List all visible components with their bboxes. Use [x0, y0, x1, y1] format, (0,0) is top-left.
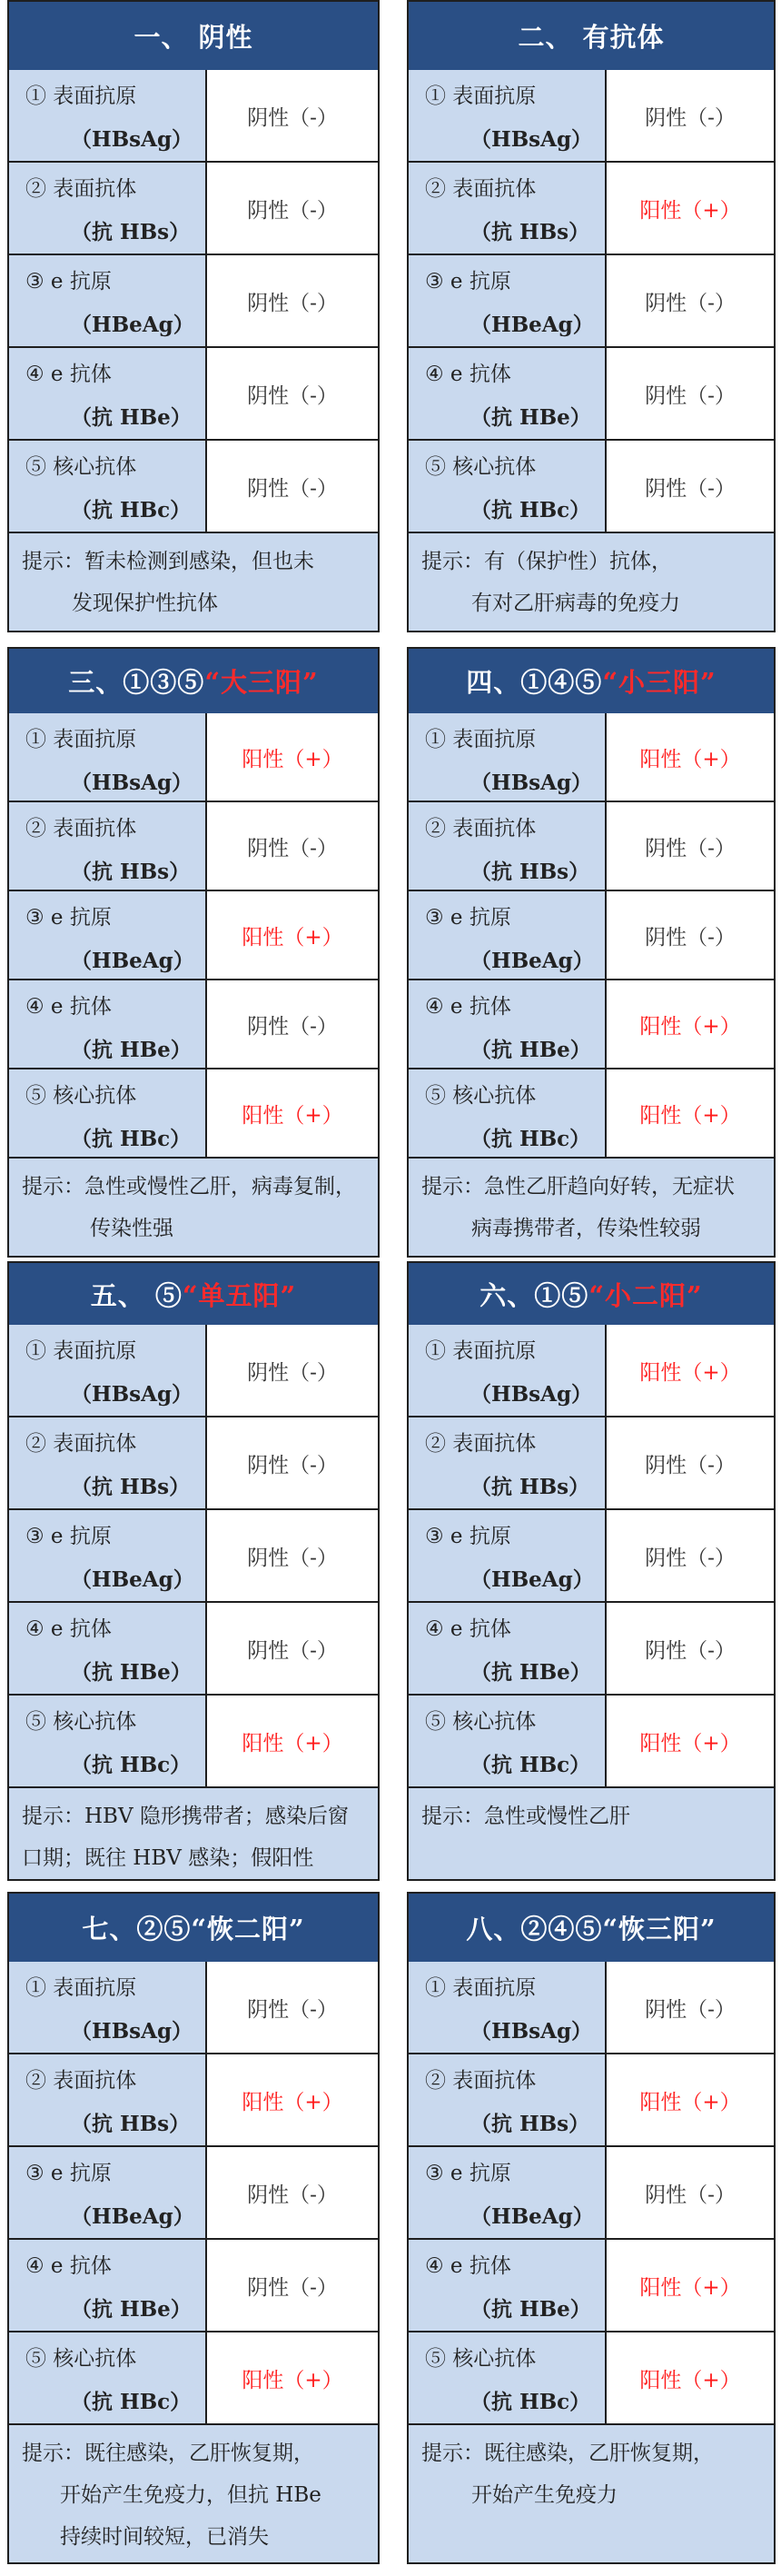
marker-row	[409, 1510, 774, 1603]
panel-tip	[409, 1788, 774, 1879]
tip-line: 发现保护性抗体	[72, 592, 218, 615]
marker-code: （HBeAg）	[71, 2204, 194, 2229]
result-value: 阳性（+）	[207, 1696, 378, 1788]
marker-row	[9, 1417, 378, 1510]
marker-label	[409, 1417, 607, 1510]
tip-line: 提示：既往感染，乙肝恢复期，	[22, 2442, 314, 2465]
panel-tip	[409, 533, 774, 631]
marker-code: （抗 HBc）	[470, 1753, 591, 1777]
marker-row	[9, 255, 378, 348]
marker-name: ② 表面抗体	[25, 817, 137, 840]
panel-5	[7, 1261, 380, 1881]
marker-label	[9, 1962, 207, 2054]
marker-label	[9, 713, 207, 802]
marker-row	[9, 980, 378, 1069]
marker-name: ① 表面抗原	[425, 1339, 537, 1363]
panel-title: 六、①⑤	[479, 1279, 589, 1311]
marker-name: ① 表面抗原	[425, 85, 537, 108]
marker-row	[409, 70, 774, 163]
marker-row	[409, 163, 774, 255]
marker-name: ⑤ 核心抗体	[25, 455, 137, 479]
marker-name: ⑤ 核心抗体	[25, 1710, 137, 1734]
result-value: 阴性（-）	[207, 802, 378, 891]
marker-code: （抗 HBs）	[470, 220, 590, 244]
marker-name: ⑤ 核心抗体	[25, 2347, 137, 2371]
panel-header	[409, 2, 774, 70]
tip-line: 提示：既往感染，乙肝恢复期，	[421, 2442, 714, 2465]
tip-line: 持续时间较短，已消失	[60, 2525, 269, 2549]
panel-title: 七、②⑤“恢二阳”	[82, 1914, 305, 1944]
marker-code: （抗 HBe）	[71, 2297, 192, 2322]
panel-3	[7, 647, 380, 1258]
panel-header	[409, 1894, 774, 1962]
marker-label	[9, 2240, 207, 2332]
tip-line: 提示：急性或慢性乙肝，病毒复制，	[22, 1175, 356, 1198]
marker-label	[409, 1510, 607, 1603]
marker-row	[409, 348, 774, 441]
panel-8	[407, 1892, 776, 2564]
marker-row	[409, 2240, 774, 2332]
marker-code: （HBsAg）	[71, 127, 193, 152]
panel-title: 一、 阴性	[133, 22, 253, 53]
result-value: 阳性（+）	[207, 2054, 378, 2147]
marker-label	[409, 1325, 607, 1417]
result-value: 阴性（-）	[207, 1962, 378, 2054]
result-value: 阴性（-）	[207, 255, 378, 348]
marker-name: ③ e 抗原	[425, 1525, 511, 1548]
marker-label	[9, 1696, 207, 1788]
marker-row	[9, 802, 378, 891]
marker-name: ② 表面抗体	[25, 177, 137, 201]
marker-label	[409, 891, 607, 980]
panel-header	[9, 2, 378, 70]
marker-code: （抗 HBs）	[470, 1475, 590, 1499]
marker-row	[9, 348, 378, 441]
marker-code: （HBsAg）	[71, 1382, 193, 1407]
panel-header	[9, 1894, 378, 1962]
marker-label	[9, 348, 207, 441]
tip-line: 有对乙肝病毒的免疫力	[471, 592, 680, 615]
marker-row	[9, 2054, 378, 2147]
marker-code: （抗 HBe）	[470, 405, 591, 430]
panel-header	[9, 649, 378, 713]
marker-code: （HBsAg）	[470, 2019, 593, 2044]
tip-line: 口期；既往 HBV 感染；假阳性	[22, 1846, 314, 1870]
marker-row	[9, 441, 378, 533]
marker-row	[409, 441, 774, 533]
result-value: 阳性（+）	[607, 2332, 774, 2425]
result-value: 阴性（-）	[207, 1603, 378, 1696]
panel-title-highlight: “单五阳”	[182, 1279, 297, 1311]
marker-code: （HBeAg）	[71, 949, 194, 973]
marker-row	[9, 1510, 378, 1603]
result-value: 阴性（-）	[607, 348, 774, 441]
result-value: 阴性（-）	[207, 1325, 378, 1417]
marker-name: ① 表面抗原	[425, 1976, 537, 2000]
result-value: 阴性（-）	[207, 348, 378, 441]
marker-code: （HBeAg）	[470, 949, 594, 973]
marker-name: ④ e 抗体	[25, 2254, 112, 2278]
marker-label	[409, 2054, 607, 2147]
result-value: 阴性（-）	[607, 1417, 774, 1510]
marker-label	[9, 255, 207, 348]
marker-name: ① 表面抗原	[25, 1976, 137, 2000]
marker-name: ③ e 抗原	[25, 270, 112, 293]
marker-label	[9, 1417, 207, 1510]
panel-tip	[409, 2425, 774, 2562]
tip-line: 提示：急性或慢性乙肝	[421, 1805, 630, 1828]
panel-1	[7, 0, 380, 632]
marker-row	[409, 1603, 774, 1696]
marker-row	[409, 891, 774, 980]
tip-line: 提示：HBV 隐形携带者；感染后窗	[22, 1805, 349, 1828]
marker-code: （抗 HBc）	[71, 498, 192, 522]
result-value: 阴性（-）	[607, 70, 774, 163]
marker-label	[9, 2054, 207, 2147]
marker-name: ③ e 抗原	[425, 2162, 511, 2185]
marker-code: （抗 HBe）	[71, 1038, 192, 1062]
marker-code: （抗 HBe）	[71, 405, 192, 430]
marker-name: ④ e 抗体	[425, 1617, 511, 1641]
marker-code: （抗 HBs）	[71, 860, 191, 884]
marker-row	[409, 980, 774, 1069]
marker-label	[409, 1962, 607, 2054]
tip-line: 病毒携带者，传染性较弱	[471, 1217, 701, 1240]
marker-name: ③ e 抗原	[425, 270, 511, 293]
marker-name: ③ e 抗原	[25, 2162, 112, 2185]
result-value: 阴性（-）	[207, 980, 378, 1069]
marker-code: （抗 HBs）	[470, 2112, 590, 2136]
marker-row	[409, 2054, 774, 2147]
marker-name: ② 表面抗体	[425, 817, 537, 840]
panel-6	[407, 1261, 776, 1881]
marker-label	[409, 70, 607, 163]
panel-4	[407, 647, 776, 1258]
result-value: 阴性（-）	[607, 2147, 774, 2240]
marker-name: ② 表面抗体	[425, 177, 537, 201]
result-value: 阳性（+）	[607, 1325, 774, 1417]
result-value: 阴性（-）	[607, 441, 774, 533]
result-value: 阴性（-）	[607, 891, 774, 980]
marker-label	[409, 1603, 607, 1696]
result-value: 阳性（+）	[207, 891, 378, 980]
panel-title-highlight: “小三阳”	[602, 667, 717, 698]
marker-name: ③ e 抗原	[25, 906, 112, 930]
panel-title-highlight: “小二阳”	[588, 1279, 703, 1311]
result-value: 阴性（-）	[207, 163, 378, 255]
marker-label	[9, 70, 207, 163]
marker-label	[409, 348, 607, 441]
marker-code: （抗 HBc）	[470, 498, 591, 522]
marker-code: （抗 HBc）	[470, 2390, 591, 2414]
marker-label	[409, 2240, 607, 2332]
marker-row	[9, 891, 378, 980]
marker-code: （抗 HBe）	[71, 1660, 192, 1685]
marker-row	[409, 1962, 774, 2054]
marker-name: ② 表面抗体	[25, 1432, 137, 1456]
marker-label	[9, 441, 207, 533]
marker-row	[409, 1417, 774, 1510]
marker-label	[9, 1510, 207, 1603]
result-value: 阴性（-）	[207, 2240, 378, 2332]
panel-title: 八、②④⑤“恢三阳”	[466, 1914, 717, 1944]
marker-name: ④ e 抗体	[25, 1617, 112, 1641]
marker-name: ② 表面抗体	[25, 2069, 137, 2093]
marker-row	[9, 2240, 378, 2332]
marker-code: （抗 HBs）	[470, 860, 590, 884]
marker-code: （抗 HBe）	[470, 2297, 591, 2322]
marker-row	[9, 1069, 378, 1159]
marker-name: ③ e 抗原	[25, 1525, 112, 1548]
panel-title: 四、①④⑤	[466, 667, 603, 698]
marker-name: ④ e 抗体	[25, 995, 112, 1019]
marker-name: ① 表面抗原	[25, 85, 137, 108]
marker-code: （抗 HBs）	[71, 2112, 191, 2136]
tip-line: 提示：暂未检测到感染，但也未	[22, 550, 314, 573]
result-value: 阴性（-）	[607, 802, 774, 891]
marker-code: （抗 HBc）	[470, 1127, 591, 1151]
marker-name: ④ e 抗体	[425, 2254, 511, 2278]
marker-code: （HBsAg）	[71, 771, 193, 795]
marker-label	[409, 1069, 607, 1159]
marker-name: ① 表面抗原	[25, 728, 137, 751]
marker-code: （HBsAg）	[470, 127, 593, 152]
panel-tip	[9, 1788, 378, 1879]
tip-line: 传染性强	[90, 1217, 173, 1240]
marker-row	[409, 1325, 774, 1417]
result-value: 阳性（+）	[607, 163, 774, 255]
marker-label	[9, 1325, 207, 1417]
marker-row	[9, 1696, 378, 1788]
marker-code: （抗 HBe）	[470, 1038, 591, 1062]
marker-code: （抗 HBs）	[71, 220, 191, 244]
result-value: 阳性（+）	[607, 980, 774, 1069]
result-value: 阴性（-）	[607, 1962, 774, 2054]
marker-code: （抗 HBs）	[71, 1475, 191, 1499]
marker-row	[9, 1325, 378, 1417]
marker-row	[409, 1696, 774, 1788]
tip-line: 提示：急性乙肝趋向好转，无症状	[421, 1175, 735, 1198]
panel-7	[7, 1892, 380, 2564]
panel-title-highlight: “大三阳”	[204, 667, 319, 698]
marker-row	[9, 70, 378, 163]
marker-name: ⑤ 核心抗体	[425, 1710, 537, 1734]
marker-name: ⑤ 核心抗体	[425, 2347, 537, 2371]
marker-code: （HBeAg）	[470, 2204, 594, 2229]
panel-2	[407, 0, 776, 632]
result-value: 阴性（-）	[207, 2147, 378, 2240]
marker-label	[409, 980, 607, 1069]
marker-row	[9, 713, 378, 802]
panel-tip	[9, 2425, 378, 2562]
panel-tip	[409, 1159, 774, 1256]
panel-title: 二、 有抗体	[518, 22, 665, 53]
panel-tip	[9, 1159, 378, 1256]
result-value: 阴性（-）	[207, 1417, 378, 1510]
marker-name: ① 表面抗原	[425, 728, 537, 751]
marker-label	[9, 1603, 207, 1696]
result-value: 阴性（-）	[607, 1510, 774, 1603]
result-value: 阳性（+）	[607, 2054, 774, 2147]
marker-row	[409, 255, 774, 348]
panel-header	[409, 649, 774, 713]
marker-row	[409, 2332, 774, 2425]
result-value: 阴性（-）	[607, 1603, 774, 1696]
marker-label	[409, 441, 607, 533]
marker-label	[9, 163, 207, 255]
marker-label	[9, 891, 207, 980]
result-value: 阴性（-）	[207, 1510, 378, 1603]
marker-row	[409, 1069, 774, 1159]
tip-line: 开始产生免疫力	[471, 2483, 618, 2507]
marker-name: ④ e 抗体	[425, 363, 511, 386]
marker-code: （HBeAg）	[470, 313, 594, 337]
panel-tip	[9, 533, 378, 631]
marker-name: ④ e 抗体	[425, 995, 511, 1019]
marker-label	[409, 713, 607, 802]
marker-name: ① 表面抗原	[25, 1339, 137, 1363]
marker-code: （HBeAg）	[470, 1567, 594, 1592]
marker-row	[9, 2332, 378, 2425]
marker-name: ⑤ 核心抗体	[25, 1084, 137, 1108]
marker-row	[9, 1603, 378, 1696]
panel-header	[9, 1263, 378, 1325]
marker-row	[409, 713, 774, 802]
marker-code: （HBsAg）	[470, 771, 593, 795]
marker-row	[9, 2147, 378, 2240]
tip-line: 提示：有（保护性）抗体，	[421, 550, 672, 573]
marker-row	[409, 802, 774, 891]
marker-label	[409, 2332, 607, 2425]
marker-name: ⑤ 核心抗体	[425, 1084, 537, 1108]
result-value: 阳性（+）	[607, 1696, 774, 1788]
marker-label	[409, 802, 607, 891]
marker-code: （HBsAg）	[71, 2019, 193, 2044]
marker-label	[9, 1069, 207, 1159]
marker-name: ③ e 抗原	[425, 906, 511, 930]
marker-code: （抗 HBe）	[470, 1660, 591, 1685]
marker-code: （HBeAg）	[71, 1567, 194, 1592]
marker-code: （抗 HBc）	[71, 1753, 192, 1777]
marker-code: （抗 HBc）	[71, 2390, 192, 2414]
marker-row	[9, 163, 378, 255]
panel-title: 五、 ⑤	[90, 1279, 183, 1311]
result-value: 阳性（+）	[207, 713, 378, 802]
marker-name: ④ e 抗体	[25, 363, 112, 386]
marker-label	[9, 2147, 207, 2240]
marker-name: ② 表面抗体	[425, 2069, 537, 2093]
marker-label	[409, 2147, 607, 2240]
tip-line: 开始产生免疫力，但抗 HBe	[60, 2483, 321, 2507]
marker-code: （抗 HBc）	[71, 1127, 192, 1151]
marker-label	[409, 1696, 607, 1788]
panel-header	[409, 1263, 774, 1325]
result-value: 阳性（+）	[607, 1069, 774, 1159]
result-value: 阴性（-）	[207, 70, 378, 163]
result-value: 阳性（+）	[207, 2332, 378, 2425]
marker-code: （HBeAg）	[71, 313, 194, 337]
marker-label	[409, 163, 607, 255]
result-value: 阳性（+）	[607, 713, 774, 802]
marker-row	[9, 1962, 378, 2054]
marker-label	[9, 980, 207, 1069]
marker-label	[9, 2332, 207, 2425]
marker-name: ⑤ 核心抗体	[425, 455, 537, 479]
result-value: 阴性（-）	[207, 441, 378, 533]
result-value: 阳性（+）	[207, 1069, 378, 1159]
marker-label	[409, 255, 607, 348]
marker-row	[409, 2147, 774, 2240]
marker-name: ② 表面抗体	[425, 1432, 537, 1456]
panel-title: 三、①③⑤	[68, 667, 205, 698]
marker-label	[9, 802, 207, 891]
result-value: 阳性（+）	[607, 2240, 774, 2332]
result-value: 阴性（-）	[607, 255, 774, 348]
marker-code: （HBsAg）	[470, 1382, 593, 1407]
